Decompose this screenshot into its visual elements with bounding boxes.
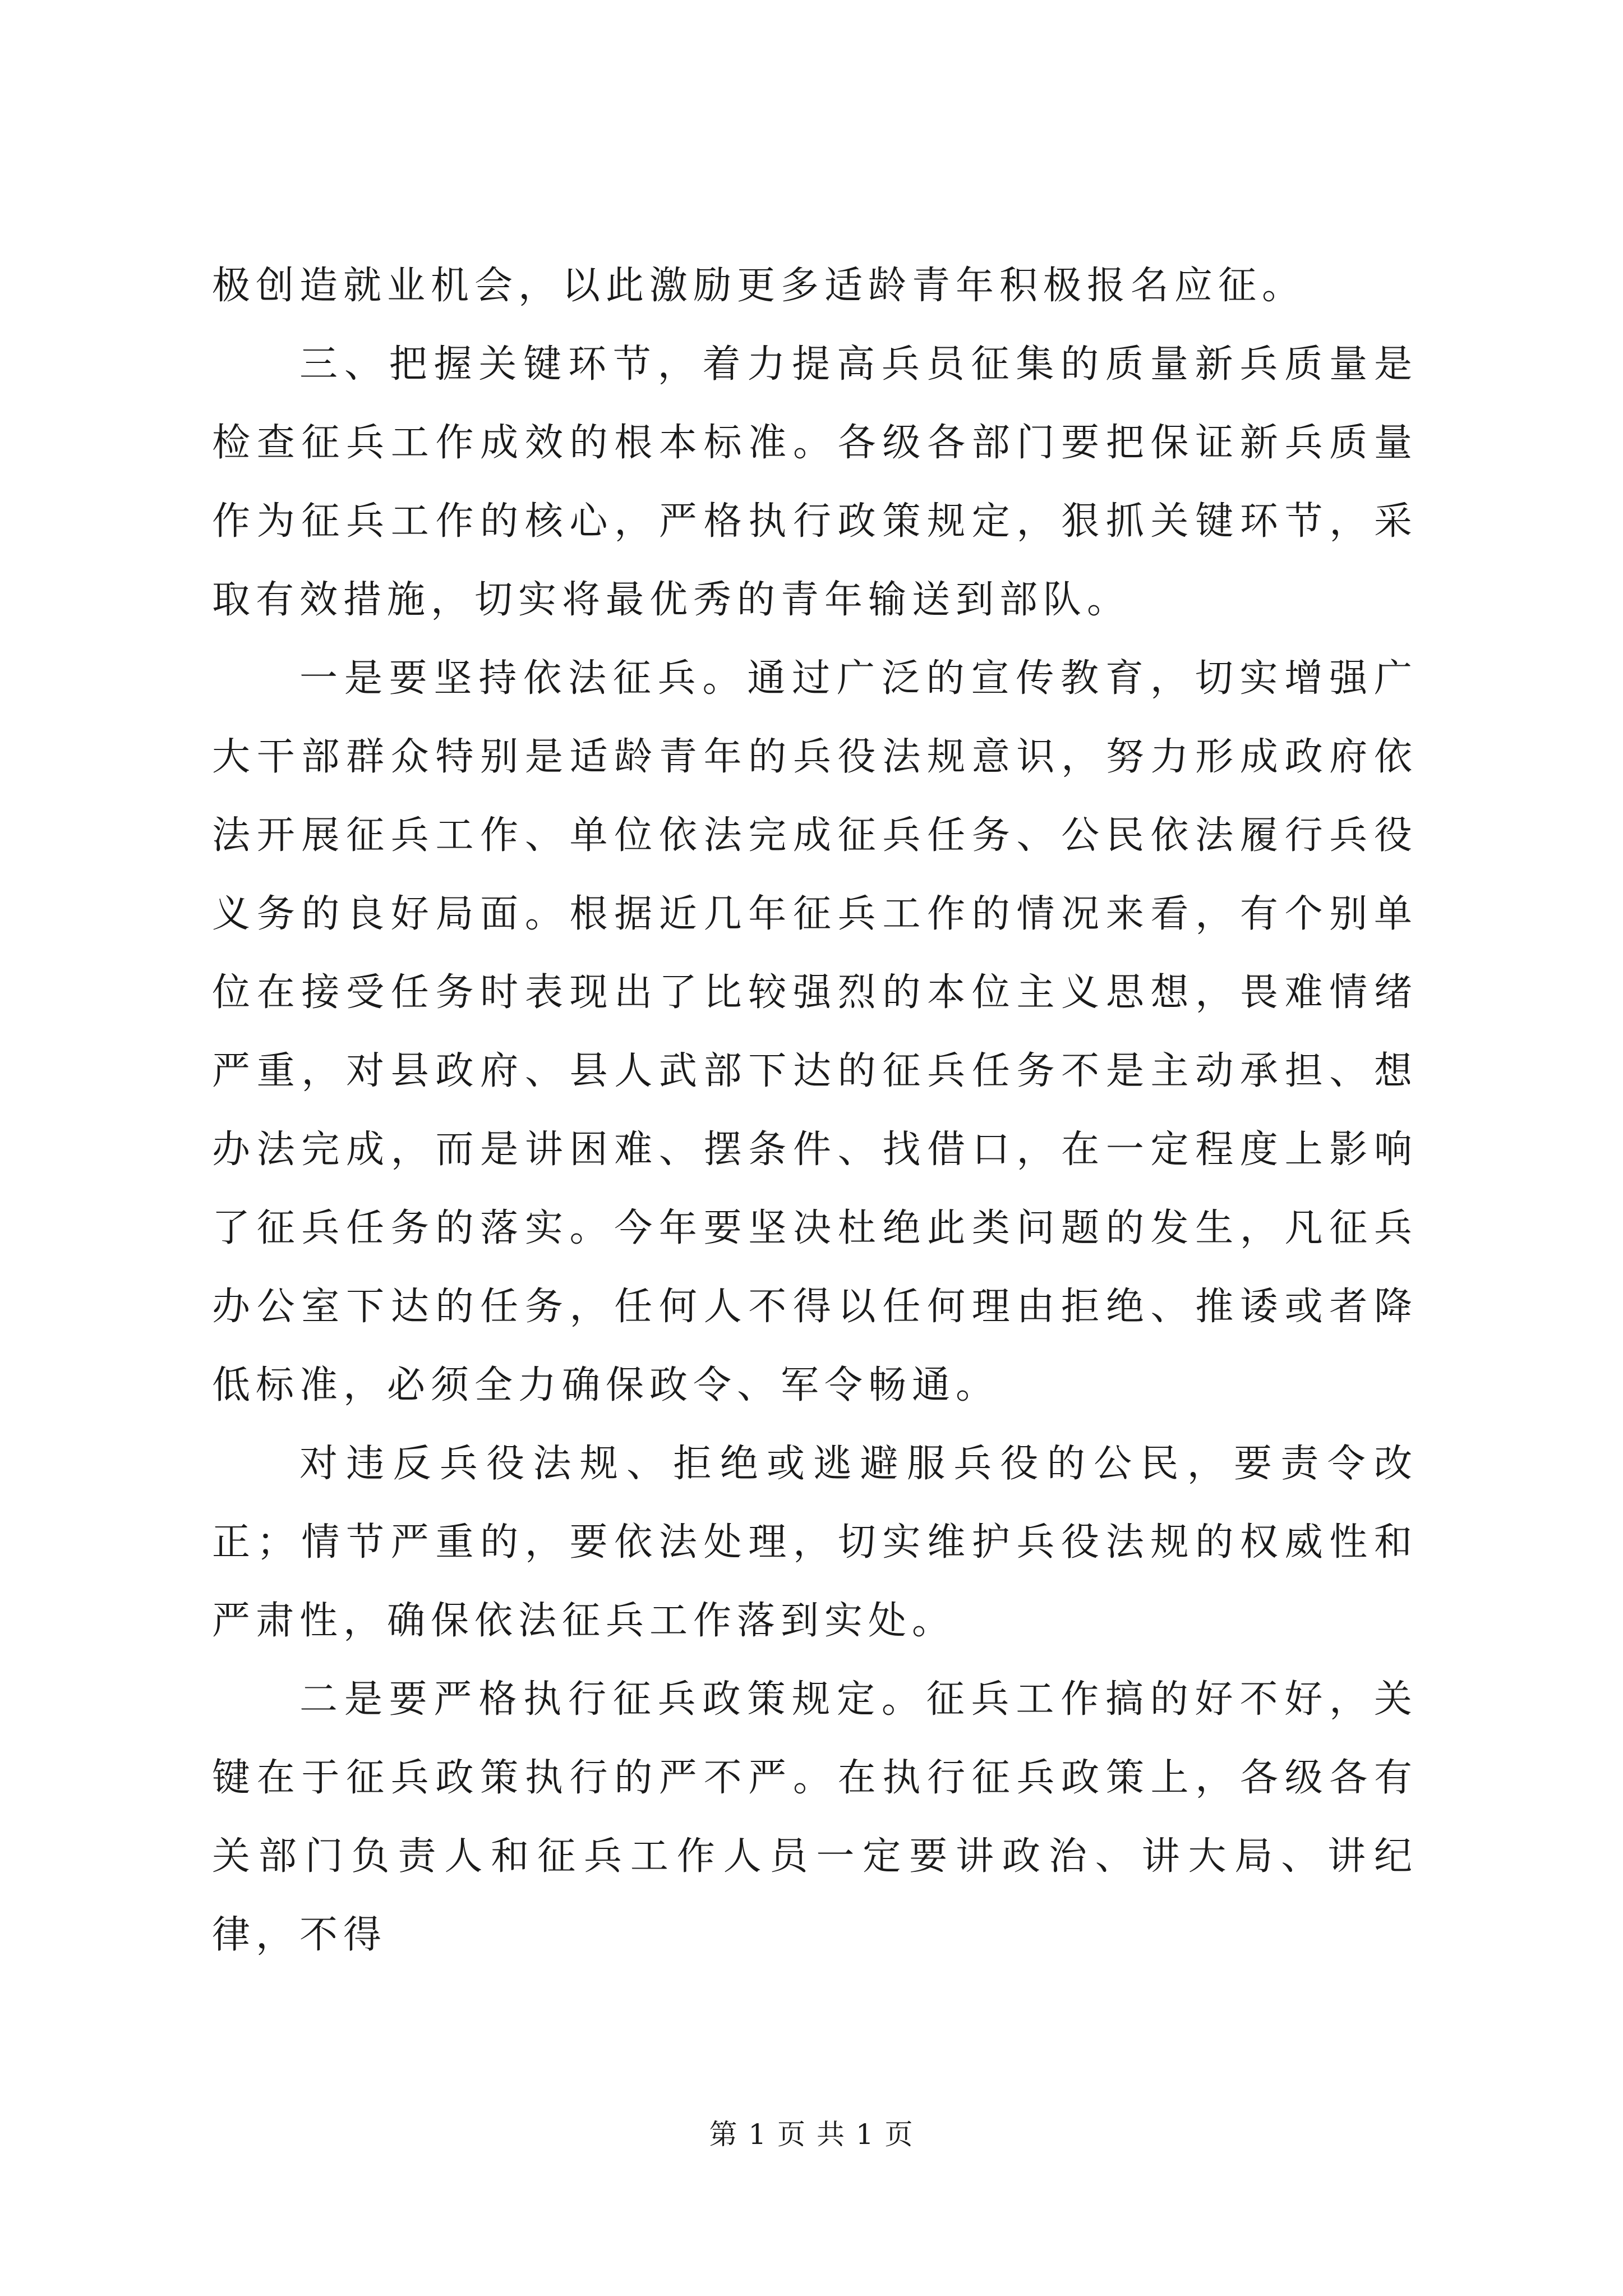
- paragraph-violations: 对违反兵役法规、拒绝或逃避服兵役的公民，要责令改正；情节严重的，要依法处理，切实维护兵役法规的权威性和严肃性，确保依法征兵工作落到实处。: [212, 1442, 1418, 1643]
- paragraph-point-two: 二是要严格执行征兵政策规定。征兵工作搞的好不好，关键在于征兵政策执行的严不严。在执行征兵政策上，各级各有关部门负责人和征兵工作人员一定要讲政治、讲大局、讲纪律，不得: [212, 1677, 1418, 1957]
- paragraph-point-one: 一是要坚持依法征兵。通过广泛的宣传教育，切实增强广大干部群众特别是适龄青年的兵役法规意识，努力形成政府依法开展征兵工作、单位依法完成征兵任务、公民依法履行兵役义务的良好局面。根据近几年征兵工作的情况来看，有个别单位在接受任务时表现出了比较强烈的本位主义思想，畏难情绪严重，对县政府、县人武部下达的征兵任务不是主动承担、想办法完成，而是讲困难、摆条件、找借口，在一定程度上影响了征兵任务的落实。今年要坚决杜绝此类问题的发生，凡征兵办公室下达的任务，任何人不得以任何理由拒绝、推诿或者降低标准，必须全力确保政令、军令畅通。: [212, 656, 1418, 1407]
- paragraph-continuation: 极创造就业机会，以此激励更多适龄青年积极报名应征。: [212, 264, 1306, 308]
- document-body: [212, 247, 1418, 1975]
- paragraph-section-three: 三、把握关键环节，着力提高兵员征集的质量新兵质量是检查征兵工作成效的根本标准。各级各部门要把保证新兵质量作为征兵工作的核心，严格执行政策规定，狠抓关键环节，采取有效措施，切实将最优秀的青年输送到部队。: [212, 342, 1418, 622]
- page-number-footer: 第 1 页 共 1 页: [709, 2118, 914, 2151]
